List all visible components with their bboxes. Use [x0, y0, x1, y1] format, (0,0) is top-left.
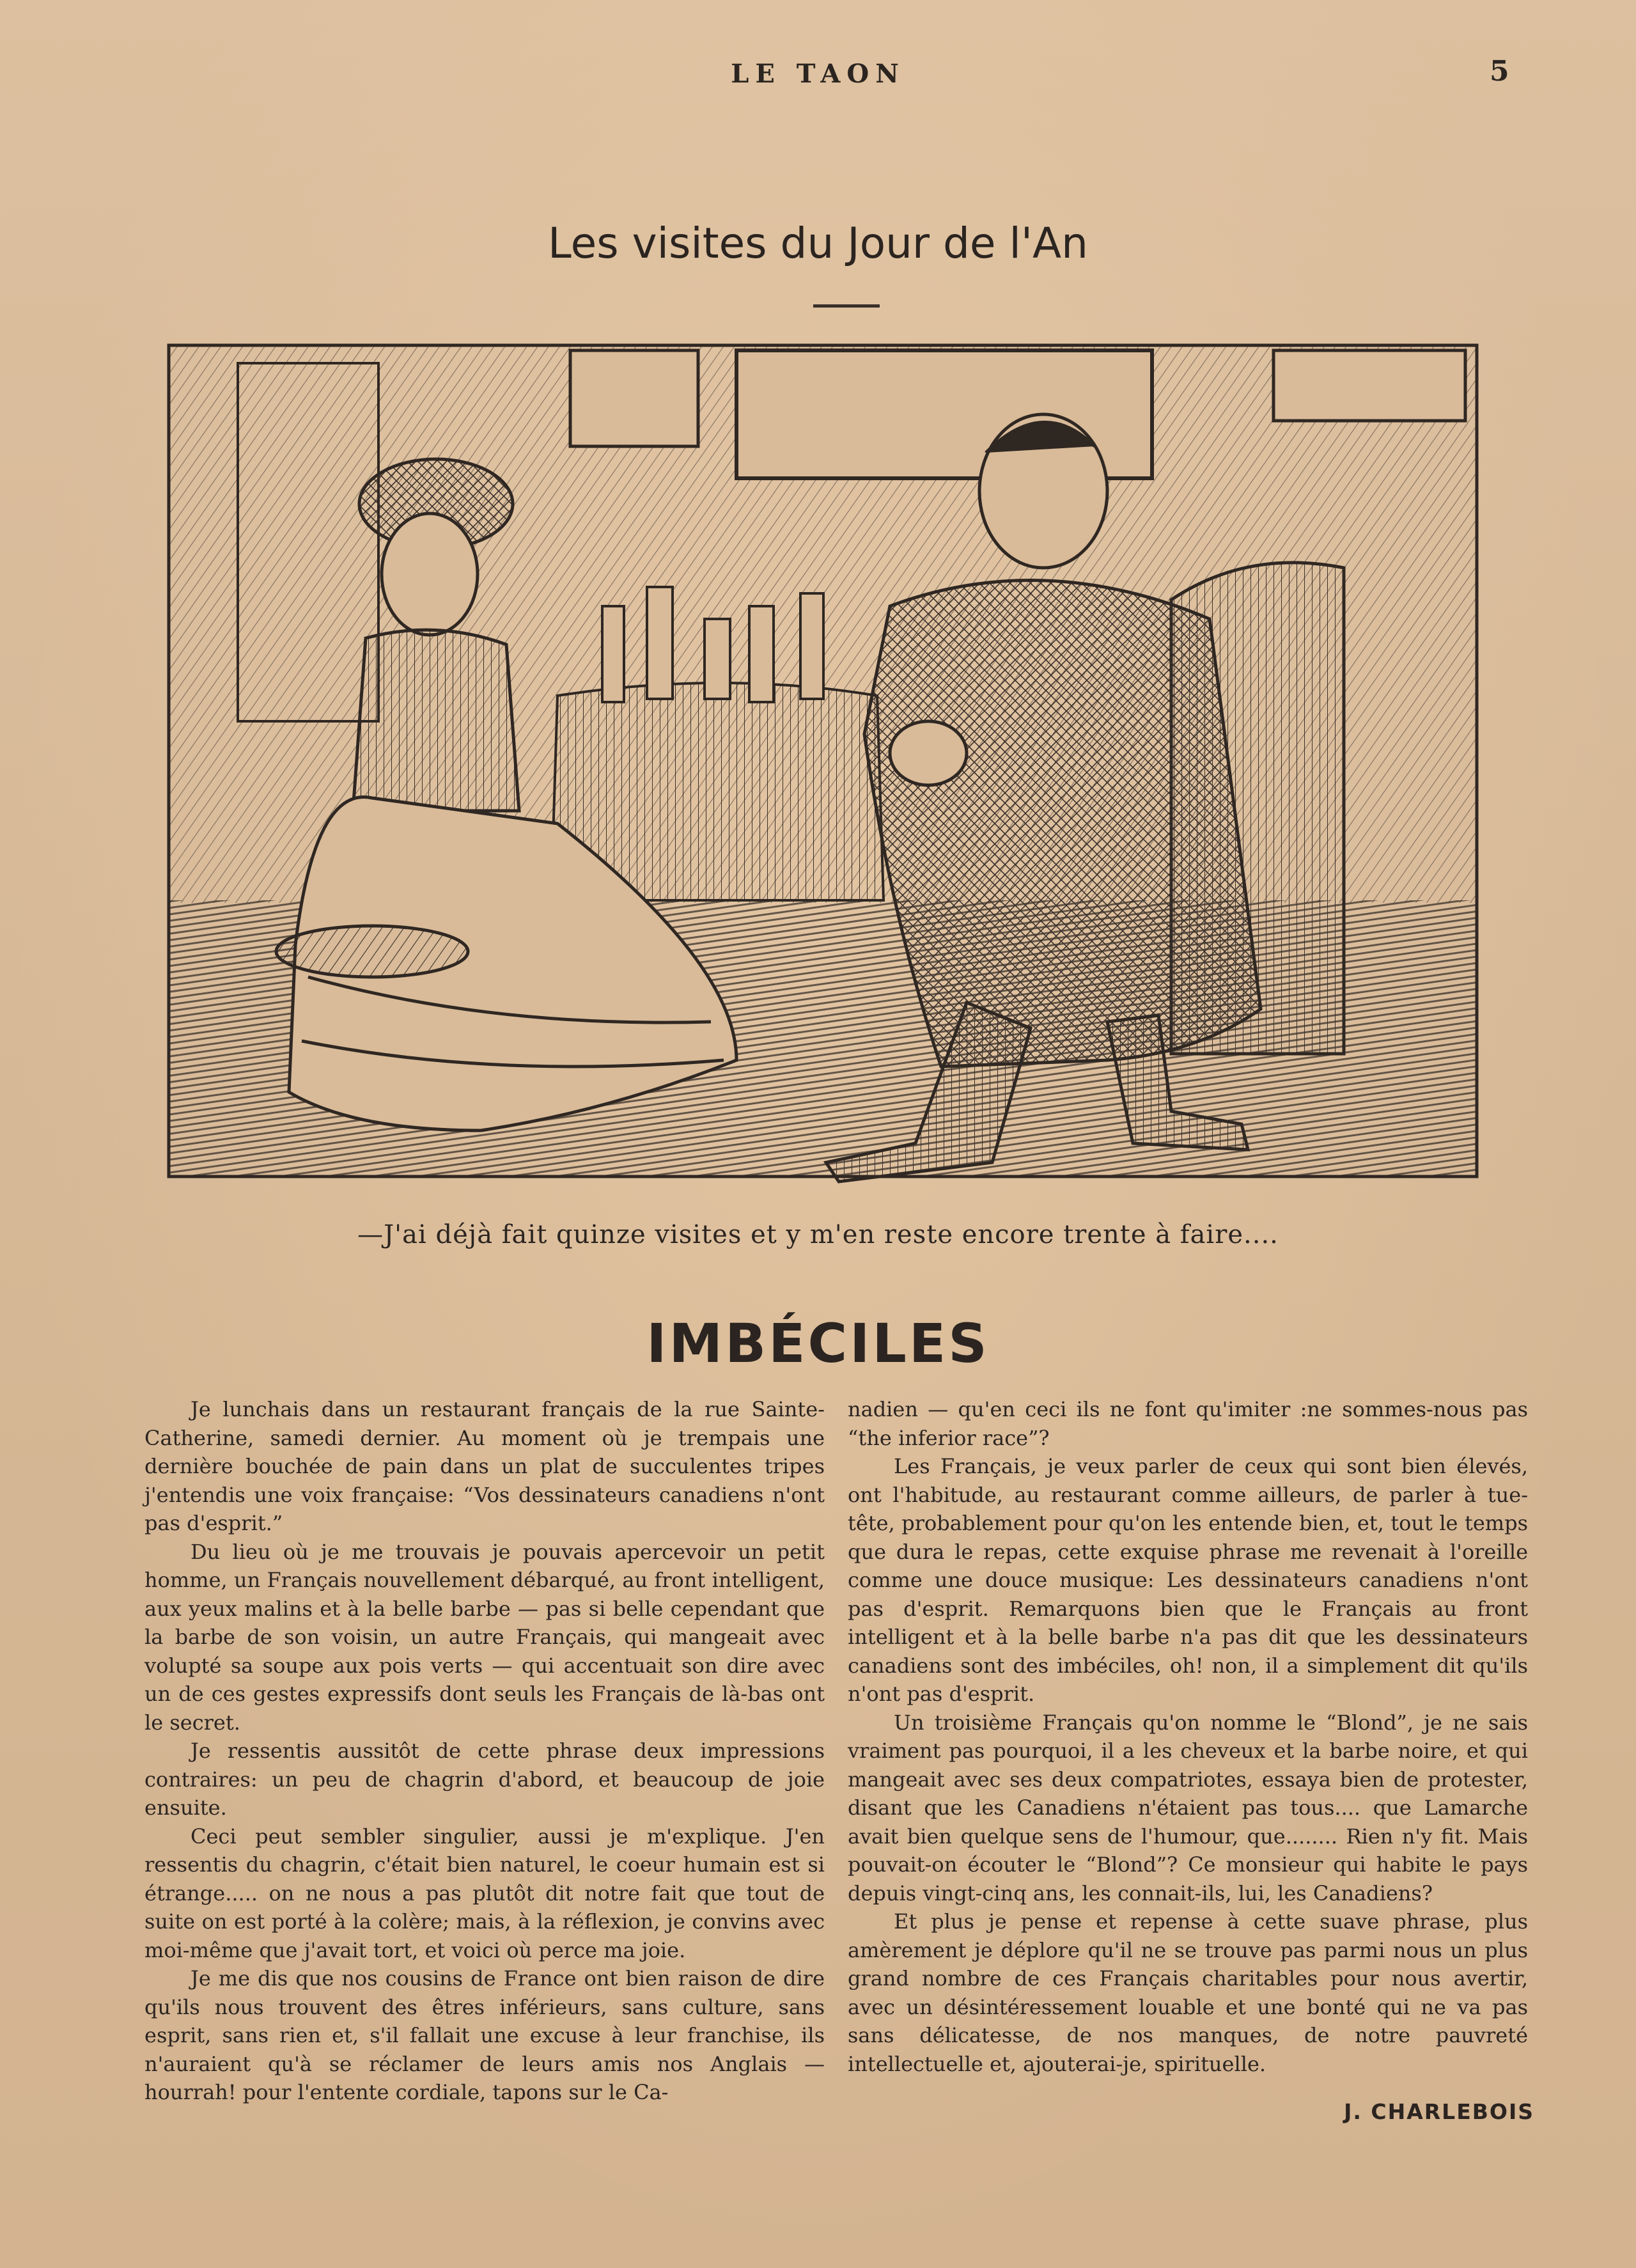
paragraph: Je me dis que nos cousins de France ont bien raison de dire qu'ils nous trouvent des êtres inférieurs, sans culture, sans esprit, sans rien et, s'il fallait une excuse à leur franchise, ils n'auraient qu'à se réclamer de leurs amis nos Anglais — hourrah! pour l'entente cordiale, tapons sur le Ca-	[144, 1966, 825, 2104]
author-signature: J. CHARLEBOIS	[1344, 2099, 1534, 2124]
title-rule	[813, 304, 880, 308]
cartoon-caption: —J'ai déjà fait quinze visites et y m'en reste encore trente à faire....	[357, 1220, 1279, 1249]
paragraph: Ceci peut sembler singulier, aussi je m'explique. J'en ressentis du chagrin, c'était bien naturel, le coeur humain est si étrange..... on ne nous a pas plutôt dit notre fait que tout de suite on est porté à la colère; mais, à la réflexion, je convins avec moi-même que j'avait tort, et voici où perce ma joie.	[144, 1824, 825, 1962]
page-number: 5	[1490, 55, 1509, 88]
paragraph: Les Français, je veux parler de ceux qui sont bien élevés, ont l'habitude, au restaurant comme ailleurs, de parler à tue-tête, probablement pour qu'on les entende bien, et, tout le temps que dura le repas, cette exquise phrase me revenait à l'oreille comme une douce musique: Les dessinateurs canadiens n'ont pas d'esprit. Remarquons bien que le Français au front intelligent et à la belle barbe n'a pas dit que les dessinateurs canadiens sont des imbéciles, oh! non, il a simplement dit qu'ils n'ont pas d'esprit.	[848, 1454, 1528, 1706]
paragraph: Du lieu où je me trouvais je pouvais apercevoir un petit homme, un Français nouvellement débarqué, au front intelligent, aux yeux malins et à la belle barbe — pas si belle cependant que la barbe de son voisin, un autre Français, qui mangeait avec volupté sa soupe aux pois verts — qui accentuait son dire avec un de ces gestes expressifs dont seuls les Français de là-bas ont le secret.	[144, 1539, 825, 1735]
small-picture-frame	[570, 350, 698, 446]
cartoon-title: Les visites du Jour de l'An	[548, 219, 1088, 268]
paragraph: Un troisième Français qu'on nomme le “Blond”, je ne sais vraiment pas pourquoi, il a les cheveux et la barbe noire, et qui mangeait avec ses deux compatriotes, essaya bien de protester, disant que les Canadiens n'étaient pas tous.... que Lamarche avait bien quelque sens de l'humour, que........ Rien n'y fit. Mais pouvait-on écouter le “Blond”? Ce monsieur qui habite le pays depuis vingt-cinq ans, les connait-ils, lui, les Canadiens?	[848, 1710, 1528, 1905]
paragraph: nadien — qu'en ceci ils ne font qu'imiter :ne sommes-nous pas “the inferior race”?	[848, 1397, 1528, 1450]
cartoon-illustration	[161, 338, 1484, 1188]
article-headline: IMBÉCILES	[646, 1312, 990, 1375]
paragraph: Je lunchais dans un restaurant français de la rue Sainte-Catherine, samedi dernier. Au moment où je trempais une dernière bouchée de pain dans un plat de succulentes tripes j'entendis une voix française: “Vos dessinateurs canadiens n'ont pas d'esprit.”	[144, 1397, 825, 1535]
article-column-right	[848, 1395, 1528, 2078]
paragraph: Je ressentis aussitôt de cette phrase deux impressions contraires: un peu de chagrin d'abord, et beaucoup de joie ensuite.	[144, 1739, 825, 1820]
running-title: LE TAON	[731, 59, 905, 89]
paragraph: Et plus je pense et repense à cette suave phrase, plus amèrement je déplore qu'il ne se trouve pas parmi nous un plus grand nombre de ces Français charitables pour nous avertir, avec un désintéressement louable et une bonté qui ne va pas sans délicatesse, de nos manques, de notre pauvreté intellectuelle et, ajouterai-je, spirituelle.	[848, 1909, 1528, 2076]
article-column-left	[144, 1395, 825, 2107]
